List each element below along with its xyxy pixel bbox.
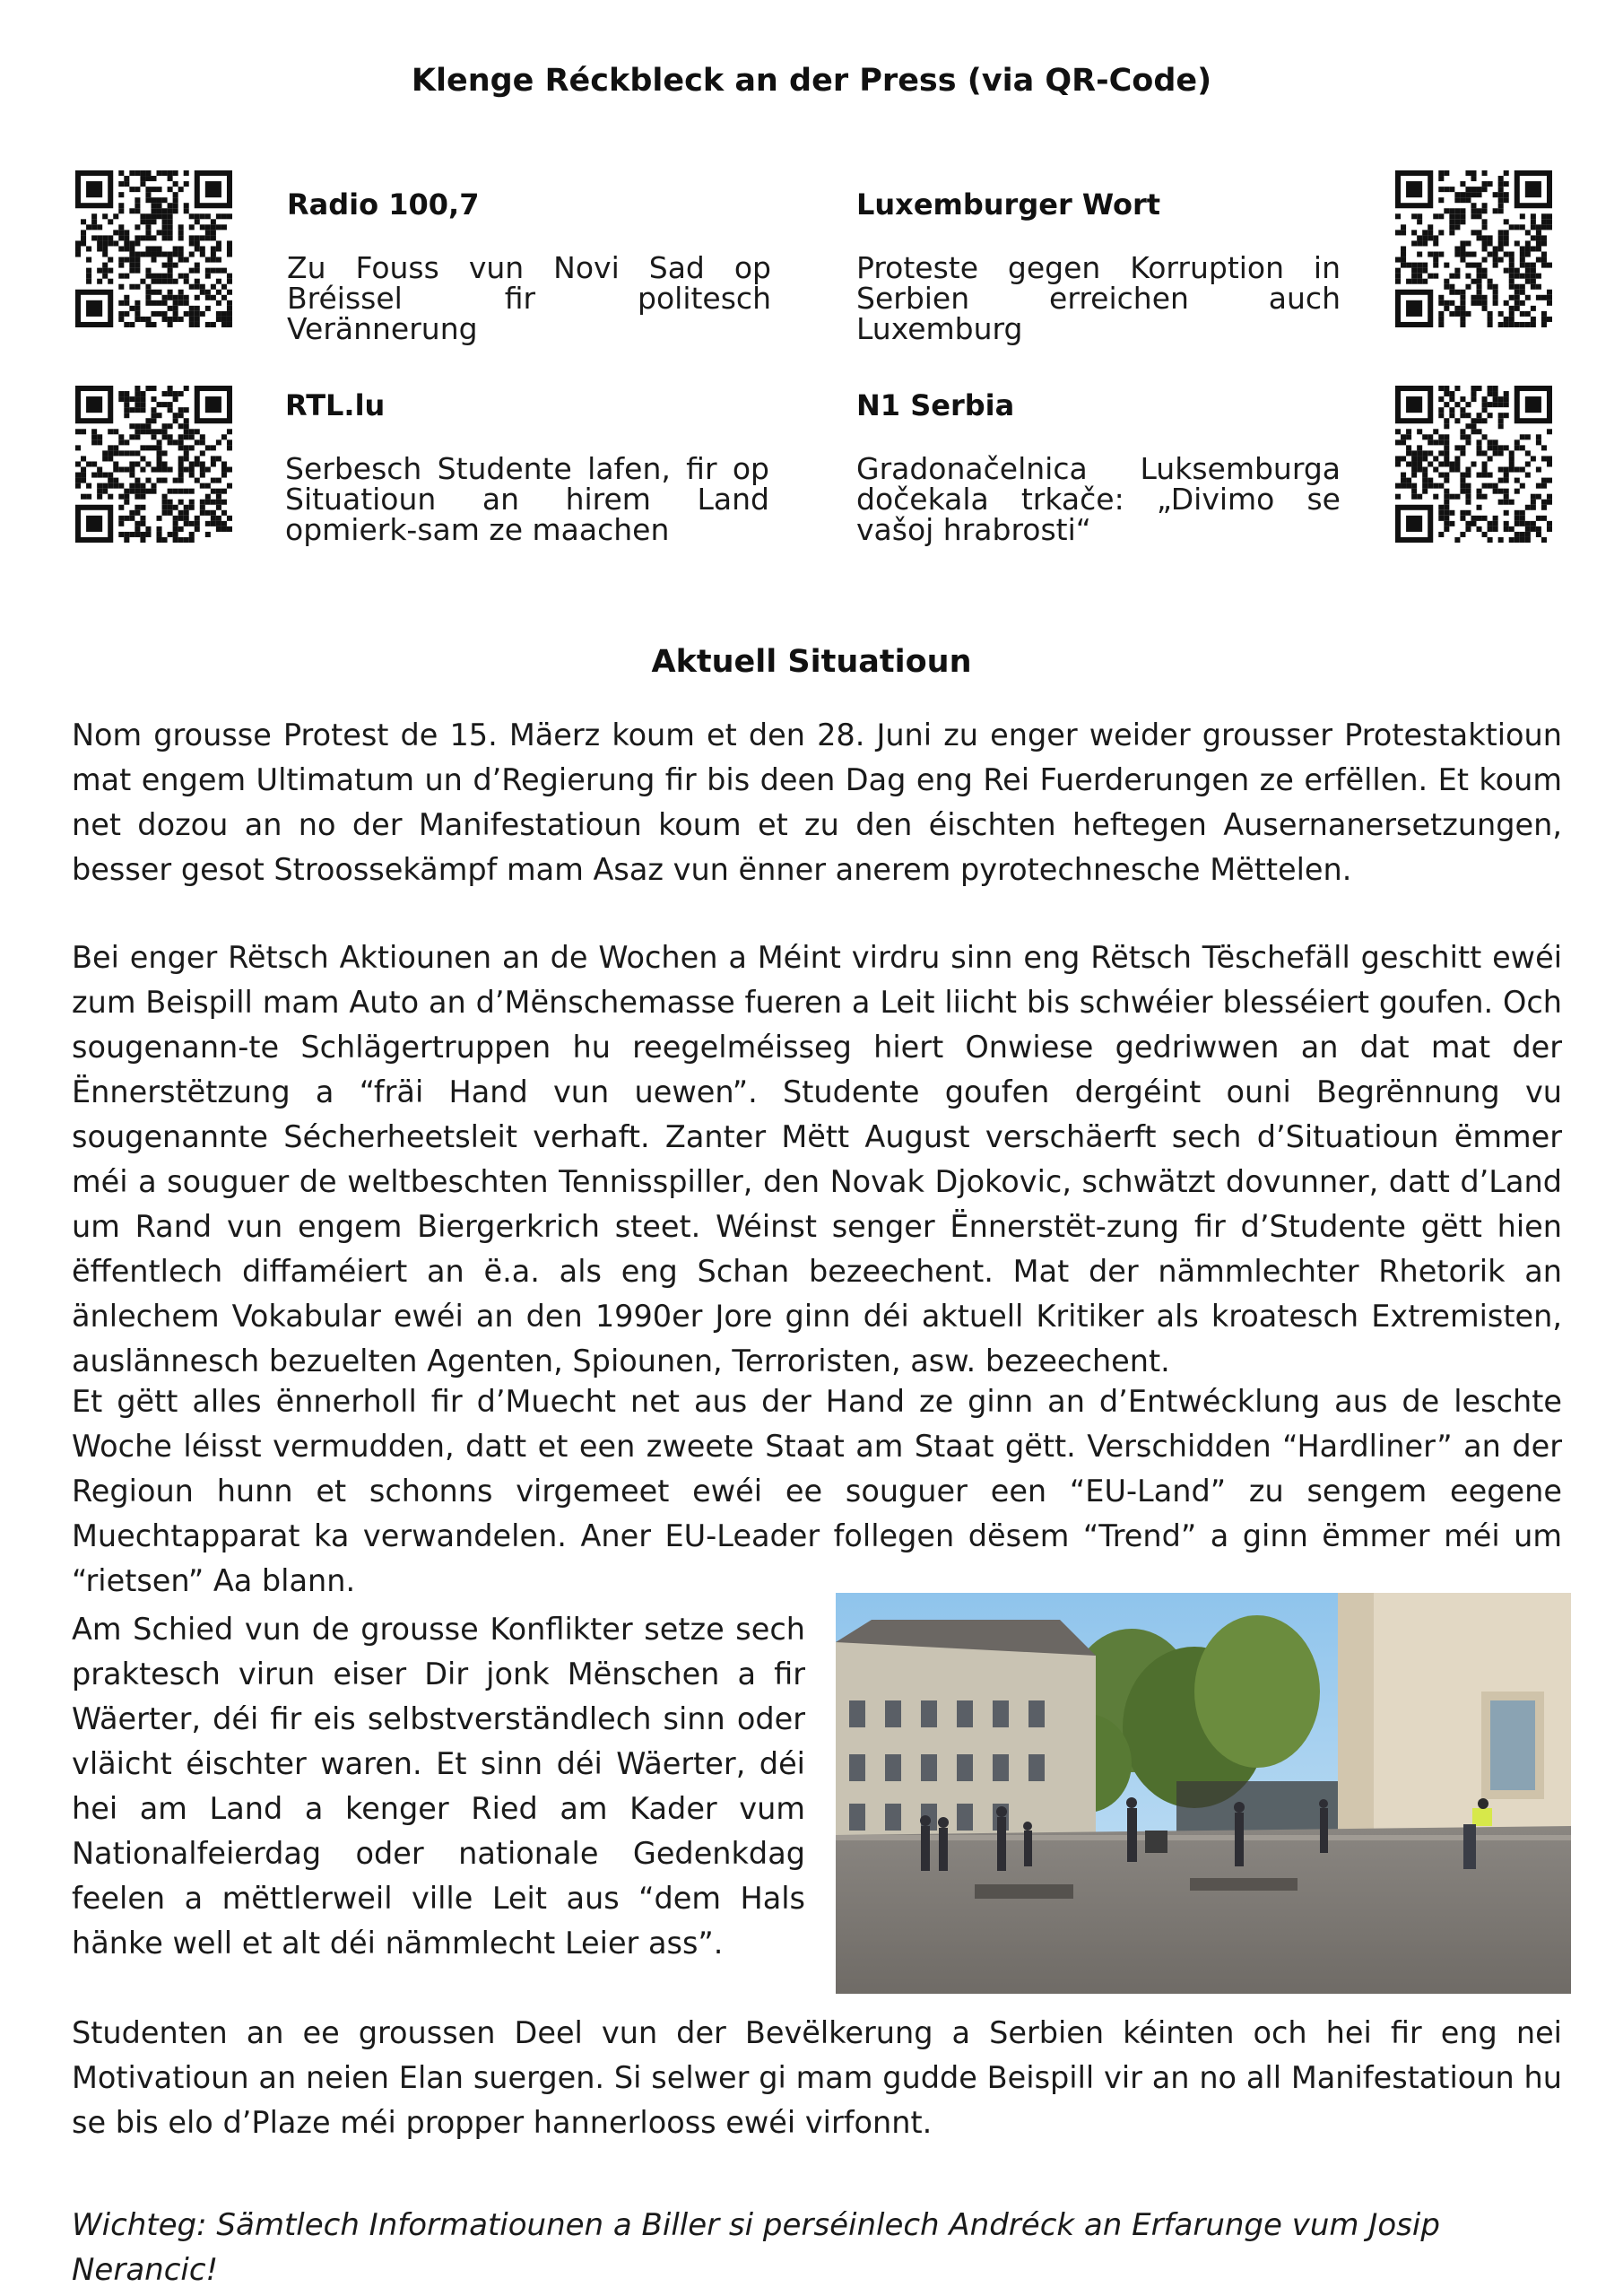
press-item-wort <box>856 187 1341 346</box>
press-outlet: Luxemburger Wort <box>856 187 1161 222</box>
press-headline: Zu Fouss vun Novi Sad op Bréissel fir politesch Verännerung <box>287 250 771 346</box>
press-item-rtl <box>285 388 769 547</box>
street-photo <box>836 1593 1571 1994</box>
press-headline: Proteste gegen Korruption in Serbien erreichen auch Luxemburg <box>856 250 1341 346</box>
press-outlet: RTL.lu <box>285 388 386 422</box>
press-headline: Serbesch Studente lafen, fir op Situatioun an hirem Land opmierk-sam ze maachen <box>285 451 769 547</box>
paragraph-2: Bei enger Rëtsch Aktiounen an de Wochen a Méint virdru sinn eng Rëtsch Tëschefäll geschitt ewéi zum Beispill mam Auto an d’Mënschemasse fueren a Leit liicht bis schwéier blesséiert goufen. Och sougenann-te Schlägertruppen hu reegelméisseg hiert Onwiese gedriwwen an dat mat der Ënnerstëtzung a “fräi Hand vun uewen”. Studente goufen dergéint ouni Begrënnung vu sougenannte Sécherheetsleit verhaft. Zanter Mëtt August verschäerft sech d’Situatioun ëmmer méi a souguer de weltbeschten Tennisspiller, den Novak Djokovic, schwätzt dovunner, datt d’Land um Rand vun engem Biergerkrich steet. Wéinst senger Ënnerstët-zung fir d’Studente gëtt hien ëffentlech diffaméiert an ë.a. als eng Schan bezeechent. Mat der nämmlechter Rhetorik an änlechem Vokabular ewéi an den 1990er Jore ginn déi aktuell Kritiker als kroatesch Extremisten, auslännesch bezuelten Agenten, Spiounen, Terroristen, asw. bezeechent. <box>72 940 1562 1378</box>
qr-code-rtl[interactable] <box>75 386 232 543</box>
section-title: Aktuell Situatioun <box>651 644 972 680</box>
paragraph-4: Am Schied vun de grousse Konflikter setze sech praktesch virun eiser Dir jonk Mënschen a fir Wäerter, déi fir eis selbstverständlech sinn oder vläicht éischter waren. Et sinn déi Wäerter, déi hei am Land a kenger Ried am Kader vum Nationalfeierdag oder nationale Gedenkdag feelen a mëttlerweil ville Leit aus “dem Hals hänke well et alt déi nämmlecht Leier ass”. <box>72 1612 805 1961</box>
qr-code-radio[interactable] <box>75 170 232 327</box>
paragraph-5: Studenten an ee groussen Deel vun der Bevëlkerung a Serbien kéinten och hei fir eng nei Motivatioun an neien Elan suergen. Si selwer gi mam gudde Beispill vir an no all Manifestatioun hu se bis elo d’Plaze méi propper hannerlooss ewéi virfonnt. <box>72 2015 1562 2140</box>
footer-note: Wichteg: Sämtlech Informatiounen a Biller si perséinlech Andréck an Erfarunge vum Josip Nerancic! <box>72 2207 1440 2288</box>
qr-code-n1[interactable] <box>1395 386 1552 543</box>
paragraph-3: Et gëtt alles ënnerholl fir d’Muecht net aus der Hand ze ginn an d’Entwécklung aus de leschte Woche léisst vermudden, datt et een zweete Staat am Staat gëtt. Verschidden “Hardliner” an der Regioun hunn et schonns virgemeet ewéi ee souguer een “EU-Land” zu sengem eegene Muechtapparat ka verwandelen. Aner EU-Leader follegen dësem “Trend” a ginn ëmmer méi um “rietsen” Aa blann. <box>72 1384 1562 1598</box>
press-outlet: N1 Serbia <box>856 388 1015 422</box>
press-headline: Gradonačelnica Luksemburga dočekala trkače: „Divimo se vašoj hrabrosti“ <box>856 451 1341 547</box>
press-outlet: Radio 100,7 <box>287 187 480 222</box>
paragraph-1: Nom grousse Protest de 15. Mäerz koum et den 28. Juni zu enger weider grousser Protestaktioun mat engem Ultimatum un d’Regierung fir bis deen Dag eng Rei Fuerderungen ze erfëllen. Et koum net dozou an no der Manifestatioun koum et zu den éischten heftegen Ausernanersetzungen, besser gesot Stroossekämpf mam Asaz vun ënner anerem pyrotechnesche Mëttelen. <box>72 718 1562 887</box>
press-item-radio <box>287 187 771 346</box>
qr-code-wort[interactable] <box>1395 170 1552 327</box>
page-title: Klenge Réckbleck an der Press (via QR-Code) <box>411 63 1212 99</box>
press-item-n1 <box>856 388 1341 547</box>
